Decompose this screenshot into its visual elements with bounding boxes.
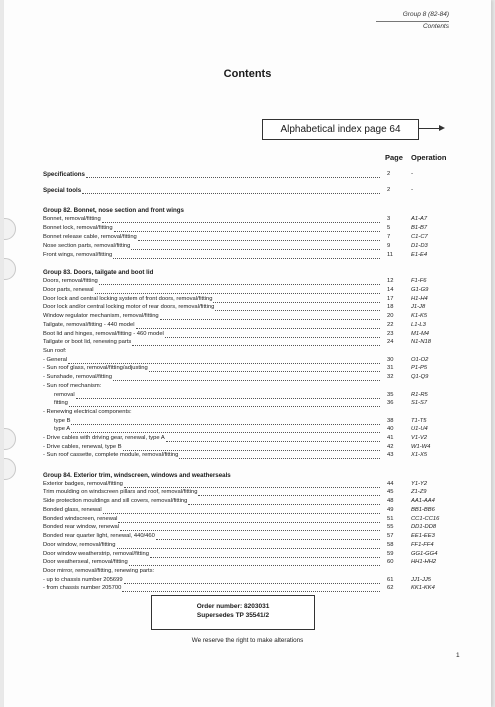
document-page [4, 0, 491, 707]
header-section: Contents [422, 23, 449, 30]
entry-label: Door window, removal/fitting [43, 542, 116, 548]
entry-page: 41 [387, 435, 394, 441]
entry-page: 20 [387, 313, 394, 319]
entry-page: 57 [387, 533, 394, 539]
entry-page: 35 [387, 392, 394, 398]
entry-operation: GG1-GG4 [411, 551, 438, 557]
dot-leader [129, 560, 380, 566]
entry-page: 7 [387, 234, 391, 240]
header-rule [376, 21, 449, 22]
entry-label: removal [54, 392, 75, 398]
entry-label: Bonded rear window, renewal [43, 524, 120, 530]
entry-label: Bonded rear quarter light, renewal, 440/460 [43, 533, 155, 539]
supersedes-note: Supersedes TP 35541/2 [196, 612, 270, 619]
entry-page: 60 [387, 559, 394, 565]
dot-leader [213, 297, 380, 303]
entry-label: Group 82. Bonnet, nose section and front wings [43, 207, 184, 214]
entry-operation: Q1-Q9 [411, 374, 429, 380]
entry-label: - General [43, 357, 68, 363]
entry-operation: - [411, 171, 413, 177]
index-box-label: Alphabetical index page 64 [280, 124, 401, 135]
entry-page: 44 [387, 481, 394, 487]
entry-page: 43 [387, 452, 394, 458]
entry-label: Window regulator mechanism, removal/fitting [43, 313, 159, 319]
entry-operation: B1-B7 [411, 225, 428, 231]
entry-operation: H1-H4 [411, 296, 428, 302]
dot-leader [149, 366, 380, 372]
entry-page: 49 [387, 507, 394, 513]
entry-operation: D1-D3 [411, 243, 428, 249]
entry-page: 36 [387, 400, 394, 406]
entry-label: Tailgate, removal/fitting - 440 model [43, 322, 135, 328]
entry-page: 45 [387, 489, 394, 495]
entry-operation: A1-A7 [411, 216, 428, 222]
entry-operation: U1-U4 [411, 426, 428, 432]
entry-operation: M1-M4 [411, 331, 430, 337]
entry-label: - Renewing electrical components: [43, 409, 132, 415]
entry-page: 58 [387, 542, 394, 548]
entry-label: fitting [54, 400, 68, 406]
entry-operation: R1-R5 [411, 392, 428, 398]
entry-label: Door parts, renewal [43, 287, 94, 293]
dot-leader [188, 499, 380, 505]
entry-label: Bonnet release cable, removal/fitting [43, 234, 137, 240]
binder-hole [4, 428, 16, 450]
dot-leader [71, 419, 380, 425]
dot-leader [198, 490, 380, 496]
entry-label: Bonnet, removal/fitting [43, 216, 101, 222]
entry-label: Front wings, removal/fitting [43, 252, 113, 258]
entry-operation: K1-K5 [411, 313, 428, 319]
entry-label: type A [54, 426, 71, 432]
entry-operation: N1-N18 [411, 339, 431, 345]
entry-page: 2 [387, 171, 391, 177]
entry-page: 62 [387, 585, 394, 591]
entry-label: - Drive cables, renewal, type B [43, 444, 122, 450]
entry-page: 24 [387, 339, 394, 345]
dot-leader [71, 427, 380, 433]
binder-hole [4, 258, 16, 280]
dot-leader [113, 375, 380, 381]
entry-page: 51 [387, 516, 394, 522]
column-header-page: Page [385, 153, 403, 162]
entry-page: 30 [387, 357, 394, 363]
entry-operation: O1-O2 [411, 357, 429, 363]
entry-operation: J1-J8 [411, 304, 426, 310]
entry-operation: JJ1-JJ5 [411, 577, 431, 583]
entry-operation: FF1-FF4 [411, 542, 434, 548]
entry-label: Specifications [43, 171, 85, 178]
entry-operation: Z1-Z9 [411, 489, 427, 495]
entry-label: Nose section parts, removal/fitting [43, 243, 131, 249]
entry-page: 31 [387, 365, 394, 371]
entry-operation: BB1-BB6 [411, 507, 435, 513]
entry-operation: S1-S7 [411, 400, 428, 406]
entry-page: 3 [387, 216, 391, 222]
binder-hole [4, 458, 16, 480]
entry-operation: CC1-CC16 [411, 516, 440, 522]
dot-leader [132, 340, 380, 346]
entry-operation: W1-W4 [411, 444, 431, 450]
entry-operation: L1-L3 [411, 322, 426, 328]
dot-leader [118, 517, 380, 523]
dot-leader [165, 332, 380, 338]
dot-leader [166, 436, 380, 442]
entry-operation: T1-T5 [411, 418, 427, 424]
header-group: Group 8 (82-84) [402, 11, 449, 18]
dot-leader [117, 543, 380, 549]
entry-label: type B [54, 418, 71, 424]
entry-operation: V1-V2 [411, 435, 428, 441]
dot-leader [95, 288, 380, 294]
entry-page: 55 [387, 524, 394, 530]
dot-leader [138, 235, 380, 241]
entry-label: - Sun roof cassette, complete module, removal/fitting [43, 452, 179, 458]
dot-leader [114, 226, 380, 232]
dot-leader [99, 279, 380, 285]
reserve-note: We reserve the right to make alterations [191, 637, 304, 644]
entry-label: Boot lid and hinges, removal/fitting - 460 model [43, 331, 164, 337]
entry-label: - Sunshade, removal/fitting [43, 374, 112, 380]
entry-page: 18 [387, 304, 394, 310]
entry-operation: C1-C7 [411, 234, 428, 240]
entry-page: 59 [387, 551, 394, 557]
entry-label: - Drive cables with driving gear, renewal, type A [43, 435, 165, 441]
entry-page: 38 [387, 418, 394, 424]
dot-leader [122, 586, 380, 592]
entry-label: Group 83. Doors, tailgate and boot lid [43, 269, 154, 276]
entry-label: Door mirror, removal/fitting, renewing parts: [43, 568, 155, 574]
order-number: Order number: 8203031 [196, 603, 270, 610]
entry-label: Doors, removal/fitting [43, 278, 98, 284]
order-box [151, 595, 315, 630]
entry-operation: EE1-EE3 [411, 533, 435, 539]
entry-page: 2 [387, 187, 391, 193]
entry-page: 23 [387, 331, 394, 337]
arrowhead-icon [439, 125, 445, 131]
entry-page: 48 [387, 498, 394, 504]
dot-leader [82, 188, 380, 194]
entry-operation: X1-X5 [411, 452, 428, 458]
arrow-right-icon [419, 128, 441, 129]
entry-label: - Sun roof mechanism: [43, 383, 102, 389]
dot-leader [69, 401, 380, 407]
dot-leader [103, 508, 380, 514]
column-header-operation: Operation [411, 153, 447, 162]
entry-page: 32 [387, 374, 394, 380]
dot-leader [156, 534, 380, 540]
dot-leader [150, 552, 380, 558]
entry-label: Group 84. Exterior trim, windscreen, windows and weatherseals [43, 472, 231, 479]
index-box [262, 119, 419, 140]
page-title: Contents [223, 68, 272, 80]
dot-leader [113, 253, 380, 259]
page-number: 1 [456, 652, 460, 659]
entry-page: 11 [387, 252, 394, 258]
entry-page: 40 [387, 426, 394, 432]
entry-page: 5 [387, 225, 391, 231]
dot-leader [76, 393, 380, 399]
binder-hole [4, 218, 16, 240]
dot-leader [86, 172, 380, 178]
dot-leader [131, 244, 380, 250]
dot-leader [102, 217, 380, 223]
entry-label: Door window weatherstrip, removal/fitting [43, 551, 149, 557]
entry-label: Tailgate or boot lid, renewing parts [43, 339, 132, 345]
entry-label: - from chassis number 205700 [43, 585, 122, 591]
entry-operation: P1-P5 [411, 365, 428, 371]
entry-label: Door lock and/or central locking motor of rear doors, removal/fitting [43, 304, 215, 310]
dot-leader [120, 525, 380, 531]
entry-operation: AA1-AA4 [411, 498, 435, 504]
entry-page: 14 [387, 287, 394, 293]
dot-leader [160, 314, 380, 320]
entry-page: 17 [387, 296, 394, 302]
entry-label: Special tools [43, 187, 82, 194]
entry-label: - Sun roof glass, removal/fitting/adjusting [43, 365, 148, 371]
entry-operation: KK1-KK4 [411, 585, 435, 591]
dot-leader [124, 578, 380, 584]
entry-label: Exterior badges, removal/fitting [43, 481, 123, 487]
entry-operation: DD1-DD8 [411, 524, 437, 530]
entry-page: 12 [387, 278, 394, 284]
entry-operation: - [411, 187, 413, 193]
entry-label: Bonded windscreen, renewal [43, 516, 118, 522]
entry-operation: F1-F6 [411, 278, 427, 284]
entry-label: - up to chassis number 205699 [43, 577, 123, 583]
entry-label: Side protection mouldings and sill covers, removal/fitting [43, 498, 188, 504]
dot-leader [136, 323, 380, 329]
entry-operation: Y1-Y2 [411, 481, 428, 487]
entry-page: 22 [387, 322, 394, 328]
entry-label: Sun roof: [43, 348, 67, 354]
entry-label: Bonded glass, renewal [43, 507, 102, 513]
entry-page: 42 [387, 444, 394, 450]
dot-leader [179, 453, 380, 459]
entry-page: 61 [387, 577, 394, 583]
entry-label: Bonnet lock, removal/fitting [43, 225, 113, 231]
entry-operation: HH1-HH2 [411, 559, 437, 565]
entry-operation: G1-G9 [411, 287, 429, 293]
entry-label: Trim moulding on windscreen pillars and roof, removal/fitting [43, 489, 198, 495]
entry-label: Door weatherseal, removal/fitting [43, 559, 128, 565]
entry-page: 9 [387, 243, 391, 249]
dot-leader [215, 305, 380, 311]
entry-label: Door lock and central locking system of front doors, removal/fitting [43, 296, 213, 302]
entry-operation: E1-E4 [411, 252, 428, 258]
